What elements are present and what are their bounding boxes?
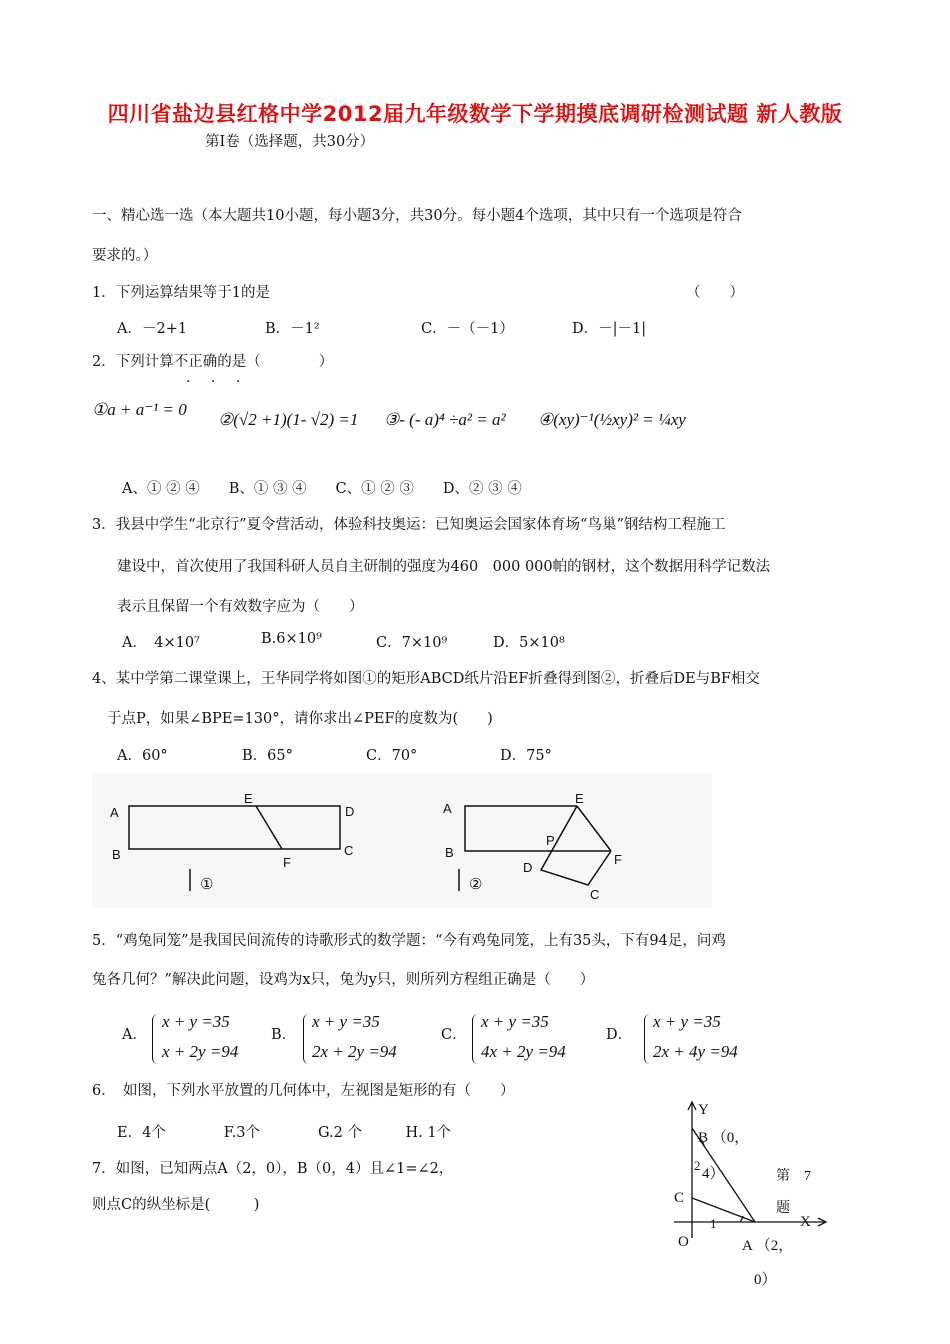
fig1-number: ① <box>200 876 214 893</box>
q4-fold-figures <box>92 773 712 908</box>
angle-1-label: 1 <box>710 1216 717 1231</box>
q5-option-b-brace <box>303 1014 310 1064</box>
q3-option-d: D．5×10⁸ <box>493 635 565 651</box>
axis-label-y: Y <box>698 1102 709 1118</box>
q7-line1: 7．如图，已知两点A（2，0），B（0，4）且∠1=∠2， <box>92 1161 454 1177</box>
q3-option-c: C．7×10⁹ <box>376 635 448 651</box>
q4-option-d: D．75° <box>500 748 552 764</box>
point-b-label: B （0， <box>698 1130 750 1146</box>
q6-stem: 6． 如图，下列水平放置的几何体中，左视图是矩形的有（ ） <box>92 1083 515 1099</box>
fig2-label-f: F <box>614 852 622 867</box>
q2-stem: 2．下列计算不正确的是（ ） <box>92 354 334 370</box>
q4-line1: 4、某中学第二课堂课上，王华同学将如图①的矩形ABCD纸片沿EF折叠得到图②，折叠后DE与BF相交 <box>92 671 760 687</box>
q4-option-c: C．70° <box>366 748 418 764</box>
point-b-label-2: 4） <box>702 1166 725 1182</box>
figure-caption-2: 题 <box>776 1201 790 1216</box>
fig2-label-c: C <box>590 887 600 902</box>
q1-option-a: A．－2+1 <box>117 321 188 337</box>
figure-background <box>92 773 712 908</box>
fig2-label-e: E <box>575 791 584 806</box>
fig1-label-b: B <box>112 847 121 862</box>
q4-option-a: A．60° <box>117 748 168 764</box>
q4-option-b: B．65° <box>242 748 293 764</box>
axis-label-x: X <box>800 1214 811 1230</box>
emphasis-dots: . . . <box>186 370 249 386</box>
q2-options: A、① ② ④ B、① ③ ④ C、① ② ③ D、② ③ ④ <box>122 481 522 497</box>
q3-line3: 表示且保留一个有效数字应为（ ） <box>117 599 364 615</box>
fig1-label-d: D <box>345 804 355 819</box>
angle-2-label: 2 <box>694 1158 701 1173</box>
q5-option-a-eq2: x + 2y =94 <box>162 1042 239 1061</box>
fig1-label-c: C <box>344 843 354 858</box>
q4-line2: 于点P，如果∠BPE=130°，请你求出∠PEF的度数为( ) <box>107 711 493 727</box>
q5-line1: 5．“鸡兔同笼”是我国民间流传的诗歌形式的数学题：“今有鸡兔同笼，上有35头，下有94足，问鸡 <box>92 933 726 949</box>
q5-option-d-eq1: x + y =35 <box>653 1012 721 1031</box>
q5-option-c-brace <box>472 1014 479 1064</box>
q7-line2: 则点C的纵坐标是( ) <box>92 1197 260 1213</box>
q2-expression-3: ③- (- a)⁴ ÷a² = a² <box>384 410 506 429</box>
q5-option-b-eq2: 2x + 2y =94 <box>312 1042 397 1061</box>
fig1-label-a: A <box>110 805 119 820</box>
q5-option-d-label: D． <box>606 1027 633 1043</box>
point-a-label-2: 0） <box>754 1272 777 1288</box>
q1-option-b: B．－1² <box>265 321 320 337</box>
segment-ac <box>692 1198 755 1222</box>
q3-line1: 3．我县中学生“北京行”夏令营活动，体验科技奥运：已知奥运会国家体育场“鸟巢”钢结构工程施工 <box>92 517 726 533</box>
q5-option-a-eq1: x + y =35 <box>162 1012 230 1031</box>
q5-option-c-label: C． <box>441 1027 467 1043</box>
fig2-number: ② <box>469 876 483 893</box>
q3-option-a: A． 4×10⁷ <box>122 635 200 651</box>
q1-option-c: C．－（－1） <box>421 321 514 337</box>
q5-option-c-eq1: x + y =35 <box>481 1012 549 1031</box>
q5-line2: 兔各几何？”解决此问题，设鸡为x只，兔为y只，则所列方程组正确是（ ） <box>92 972 595 988</box>
q3-line2: 建设中，首次使用了我国科研人员自主研制的强度为460 000 000帕的钢材，这个数据用科学记数法 <box>117 559 771 575</box>
fig2-label-d: D <box>523 860 533 875</box>
fig2-label-b: B <box>445 845 454 860</box>
origin-label: O <box>678 1234 689 1250</box>
fig1-label-f: F <box>283 855 291 870</box>
q3-option-b: B.6×10⁹ <box>261 631 322 647</box>
figure-caption-1: 第 7 <box>776 1169 811 1184</box>
q7-coordinate-figure <box>660 1098 850 1290</box>
q5-option-a-label: A． <box>122 1027 147 1043</box>
point-c-label: C <box>674 1190 685 1206</box>
fig1-label-e: E <box>244 791 253 806</box>
page-title: 四川省盐边县红格中学2012届九年级数学下学期摸底调研检测试题 新人教版 <box>107 102 843 126</box>
q5-option-c-eq2: 4x + 2y =94 <box>481 1042 566 1061</box>
fig2-label-a: A <box>443 801 452 816</box>
q5-option-d-brace <box>644 1014 651 1064</box>
q6-options: E．4个 F.3个 G.2 个 H. 1个 <box>117 1125 452 1141</box>
q5-option-b-eq1: x + y =35 <box>312 1012 380 1031</box>
q2-expression-4: ④(xy)⁻¹(½xy)² = ¼xy <box>538 410 686 429</box>
q5-option-b-label: B． <box>271 1027 297 1043</box>
q2-expression-2: ②(√2 +1)(1- √2) =1 <box>218 410 359 429</box>
q5-option-a-brace <box>152 1014 159 1064</box>
section-instructions-line2: 要求的。） <box>92 248 158 264</box>
q5-option-d-eq2: 2x + 4y =94 <box>653 1042 738 1061</box>
fig2-label-p: P <box>546 833 555 848</box>
q1-option-d: D．－|－1| <box>572 321 647 337</box>
section-instructions-line1: 一、精心选一选（本大题共10小题，每小题3分，共30分。每小题4个选项，其中只有一个选项是符合 <box>92 208 742 224</box>
q2-expression-1: ①a + a⁻¹ = 0 <box>92 400 187 419</box>
point-a-label: A （2， <box>742 1238 794 1254</box>
q1-answer-paren: （ ） <box>686 285 744 301</box>
section-subtitle: 第Ⅰ卷（选择题，共30分） <box>205 134 375 150</box>
q1-stem: 1．下列运算结果等于1的是 <box>92 285 270 301</box>
